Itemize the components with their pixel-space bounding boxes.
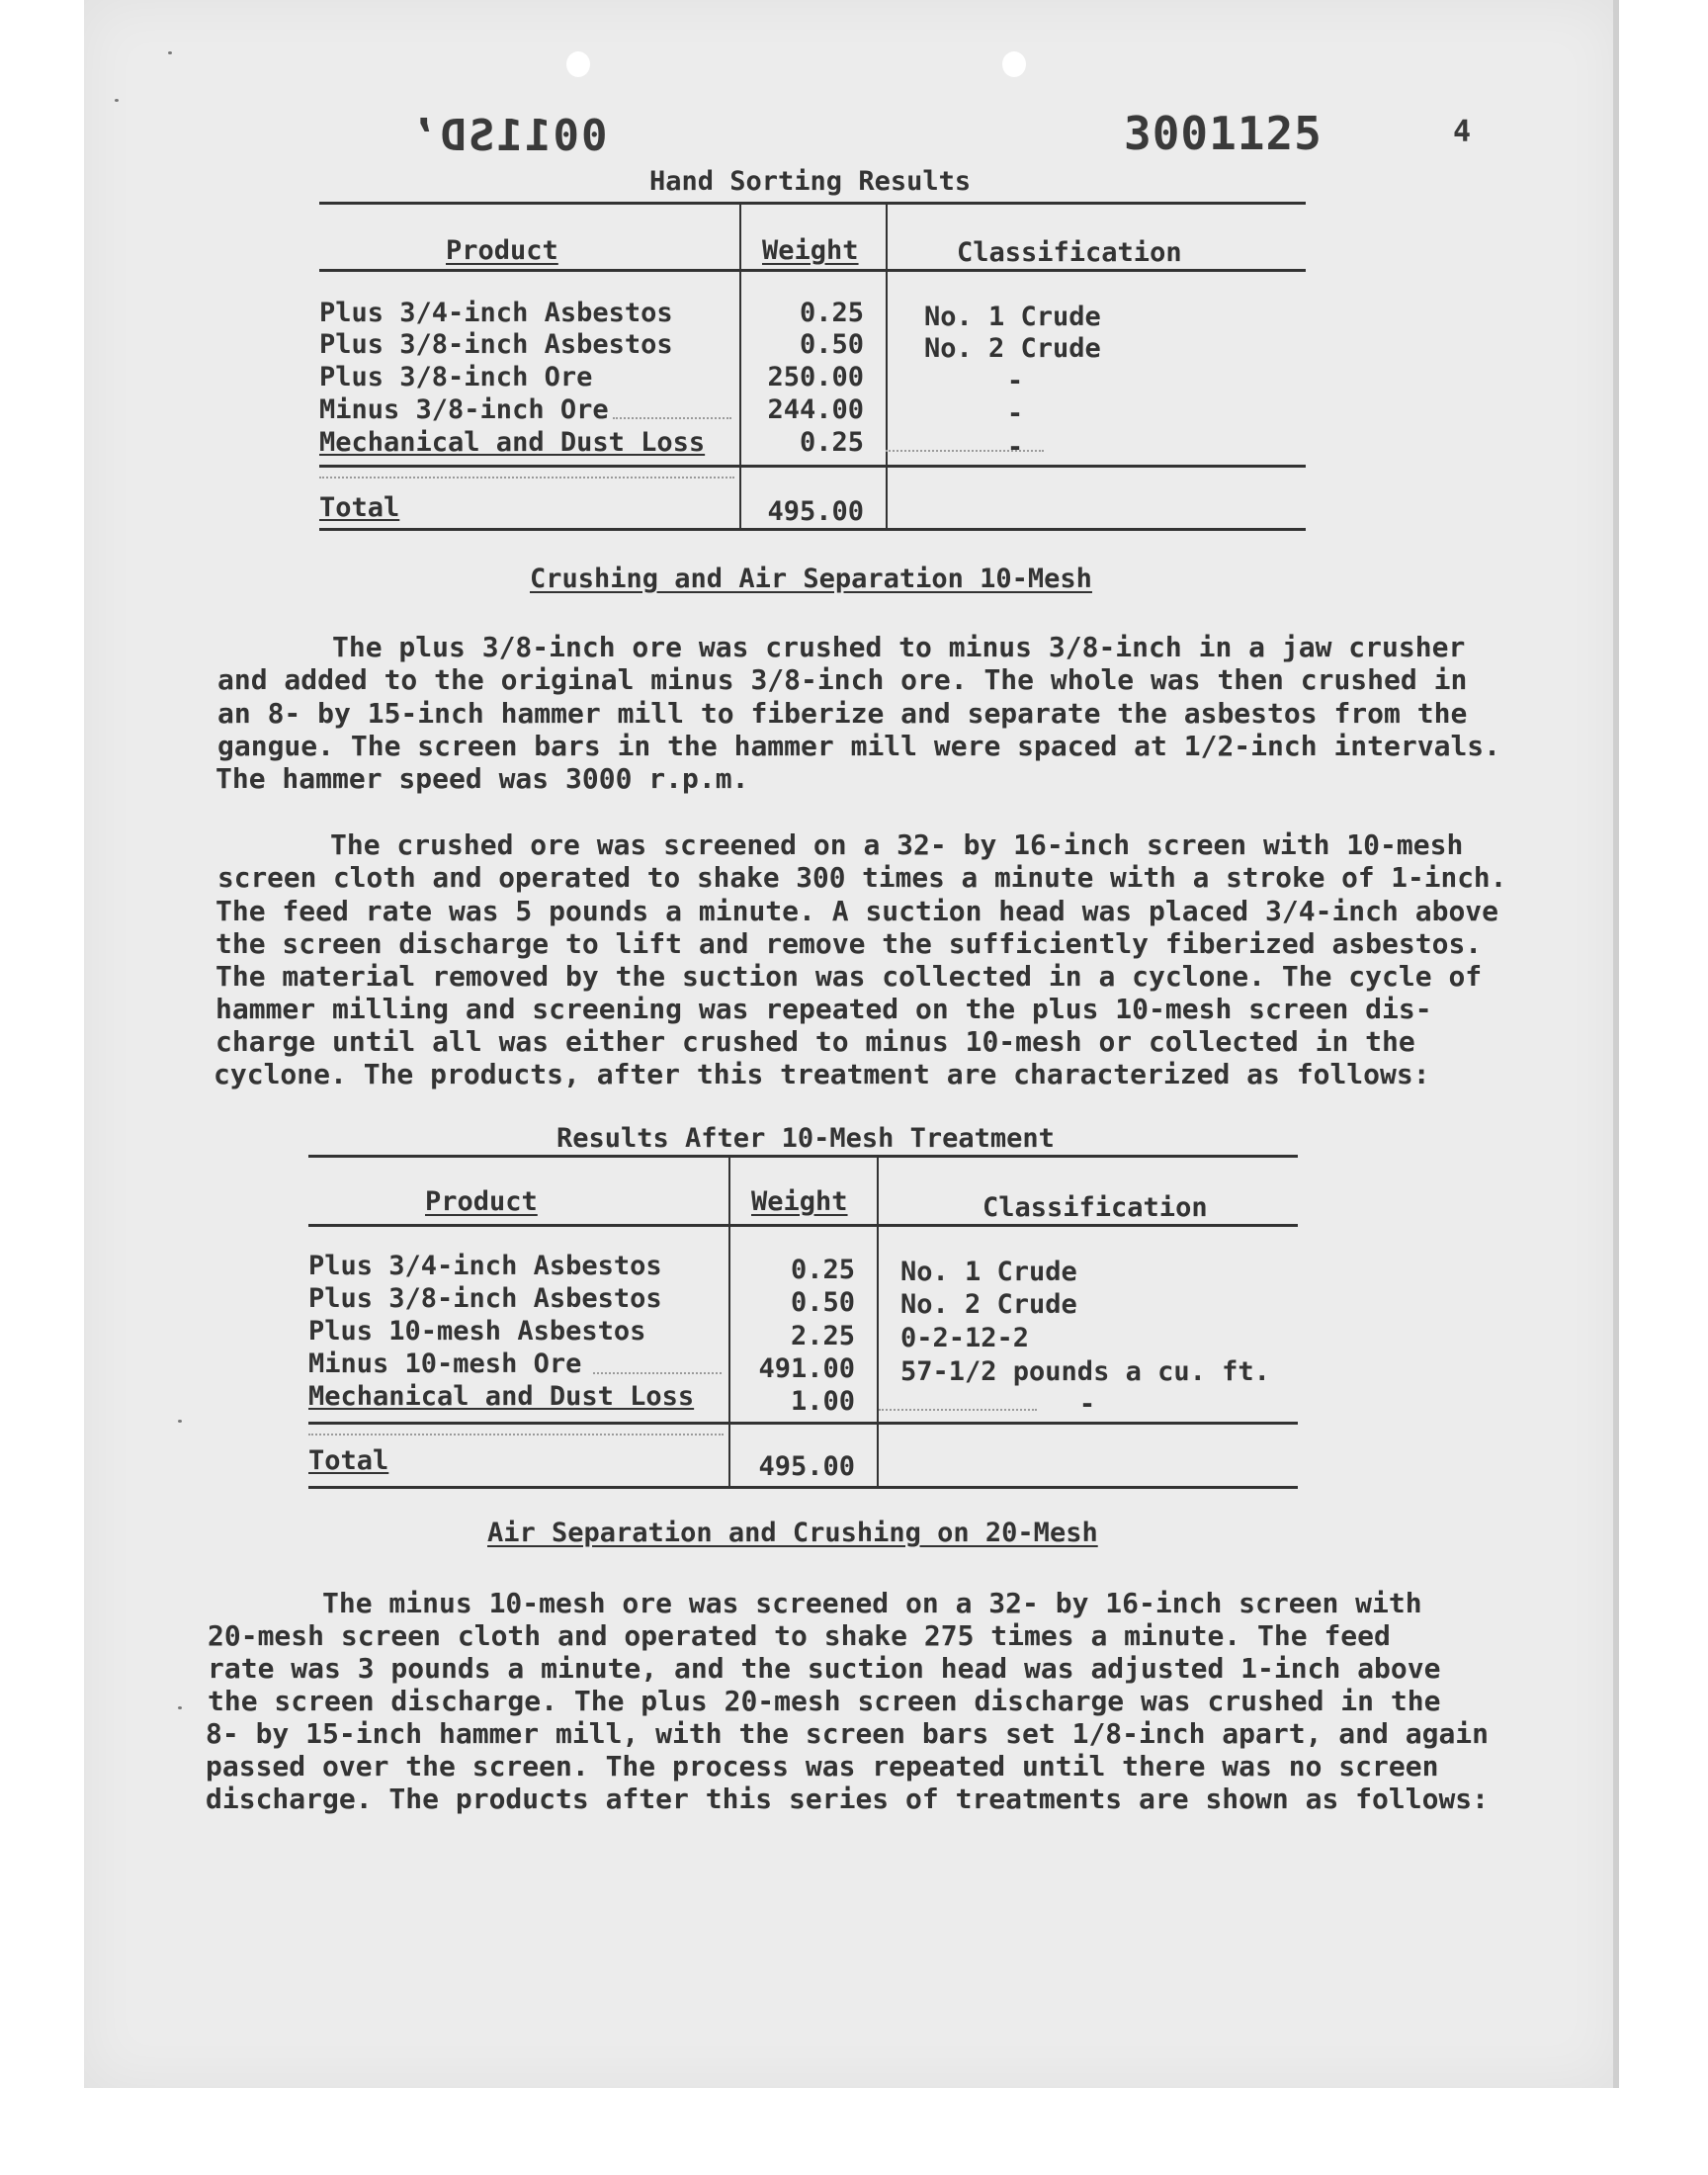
paragraph-line: passed over the screen. The process was repeated until there was no screen — [206, 1750, 1439, 1783]
paragraph-line: and added to the original minus 3/8-inch ore. The whole was then crushed in — [217, 663, 1468, 696]
table2-row-weight: 2.25 — [790, 1321, 855, 1351]
table1-row-weight: 250.00 — [767, 362, 864, 392]
table1-row-classification: No. 1 Crude — [924, 302, 1101, 332]
table2-row-product: Plus 3/8-inch Asbestos — [308, 1283, 662, 1314]
table2-total-label: Total — [308, 1445, 389, 1476]
table2-bottom-rule — [308, 1486, 1298, 1489]
table1-leader-dots — [886, 450, 1044, 452]
table2-row-weight: 1.00 — [790, 1386, 855, 1417]
table2-header-classification: Classification — [982, 1192, 1208, 1223]
table1-top-rule — [319, 202, 1306, 205]
paragraph-line: The minus 10-mesh ore was screened on a 32- by 16-inch screen with — [322, 1587, 1422, 1619]
table2-row-weight: 0.25 — [790, 1255, 855, 1285]
paragraph-line: discharge. The products after this series of treatments are shown as follows: — [206, 1783, 1490, 1815]
table2-total-rule — [308, 1422, 1298, 1425]
table2-leader-dots — [879, 1409, 1037, 1411]
table2-row-product: Plus 10-mesh Asbestos — [308, 1316, 646, 1347]
speck — [178, 1706, 182, 1709]
table2-row-classification: No. 2 Crude — [900, 1289, 1077, 1320]
table1-row-classification: - — [1006, 398, 1024, 429]
section2-heading: Air Separation and Crushing on 20-Mesh — [487, 1518, 1098, 1548]
table1-row-classification: No. 2 Crude — [924, 333, 1101, 364]
paragraph-line: the screen discharge. The plus 20-mesh screen discharge was crushed in the — [208, 1685, 1441, 1717]
table1-header-product: Product — [446, 235, 558, 266]
table1-row-weight: 0.25 — [799, 427, 864, 458]
table1-row-product: Plus 3/8-inch Asbestos — [319, 329, 673, 360]
section1-heading: Crushing and Air Separation 10-Mesh — [530, 564, 1092, 594]
paragraph-line: The hammer speed was 3000 r.p.m. — [215, 762, 749, 795]
speck — [178, 1420, 182, 1423]
table1-total-rule — [319, 465, 1306, 468]
table2-header-rule — [308, 1224, 1298, 1227]
table2-caption: Results After 10-Mesh Treatment — [556, 1123, 1055, 1154]
paragraph-line: The plus 3/8-inch ore was crushed to minus 3/8-inch in a jaw crusher — [332, 631, 1466, 663]
table1-row-product: Mechanical and Dust Loss — [319, 427, 706, 458]
table2-leader-dots — [593, 1372, 722, 1374]
table2-header-product: Product — [425, 1186, 538, 1217]
table1-header-rule — [319, 269, 1306, 272]
table2-row-product: Mechanical and Dust Loss — [308, 1381, 695, 1412]
speck — [115, 99, 119, 102]
table1-leader-dots — [319, 477, 734, 478]
table1-row-weight: 0.50 — [799, 329, 864, 360]
table1-caption: Hand Sorting Results — [649, 166, 972, 197]
table1-total-weight: 495.00 — [767, 496, 864, 527]
document-stamp-right: 3001125 — [1124, 107, 1323, 160]
table1-row-product: Plus 3/4-inch Asbestos — [319, 298, 673, 328]
table1-bottom-rule — [319, 528, 1306, 531]
paragraph-line: The material removed by the suction was collected in a cyclone. The cycle of — [215, 960, 1483, 993]
punch-hole-right — [1002, 51, 1026, 77]
table2-row-weight: 491.00 — [758, 1353, 855, 1384]
punch-hole-left — [566, 51, 590, 77]
table2-header-weight: Weight — [751, 1186, 848, 1217]
speck — [168, 51, 172, 54]
table2-row-classification: 57-1/2 pounds a cu. ft. — [900, 1356, 1270, 1387]
table1-row-weight: 0.25 — [799, 298, 864, 328]
table2-col-divider-2 — [877, 1155, 879, 1489]
table2-row-product: Plus 3/4-inch Asbestos — [308, 1251, 662, 1281]
table2-row-weight: 0.50 — [790, 1287, 855, 1318]
paragraph-line: The feed rate was 5 pounds a minute. A suction head was placed 3/4-inch above — [215, 895, 1499, 927]
paragraph-line: The crushed ore was screened on a 32- by 16-inch screen with 10-mesh — [330, 828, 1464, 861]
table2-leader-dots — [308, 1434, 724, 1436]
table1-row-product: Plus 3/8-inch Ore — [319, 362, 593, 392]
paragraph-line: cyclone. The products, after this treatment are characterized as follows: — [214, 1058, 1430, 1090]
page-edge — [1613, 0, 1619, 2088]
table2-row-product: Minus 10-mesh Ore — [308, 1348, 582, 1379]
document-stamp-left: 0011SD’ — [410, 111, 608, 161]
paragraph-line: 20-mesh screen cloth and operated to shake 275 times a minute. The feed — [208, 1619, 1391, 1652]
paragraph-line: charge until all was either crushed to minus 10-mesh or collected in the — [215, 1025, 1415, 1058]
table2-row-classification: - — [1078, 1389, 1096, 1420]
table1-row-classification: - — [1006, 432, 1024, 463]
table1-row-classification: - — [1006, 366, 1024, 396]
paragraph-line: rate was 3 pounds a minute, and the suction head was adjusted 1-inch above — [208, 1652, 1441, 1685]
paragraph-line: hammer milling and screening was repeated on the plus 10-mesh screen dis- — [215, 993, 1432, 1025]
paragraph-line: 8- by 15-inch hammer mill, with the screen bars set 1/8-inch apart, and again — [206, 1717, 1490, 1750]
paragraph-line: gangue. The screen bars in the hammer mill were spaced at 1/2-inch intervals. — [217, 730, 1501, 762]
paragraph-line: the screen discharge to lift and remove the sufficiently fiberized asbestos. — [215, 927, 1483, 960]
table1-col-divider-2 — [886, 202, 888, 528]
table1-total-label: Total — [319, 492, 400, 523]
table1-row-weight: 244.00 — [767, 394, 864, 425]
paragraph-line: an 8- by 15-inch hammer mill to fiberize and separate the asbestos from the — [217, 697, 1468, 730]
table1-header-weight: Weight — [762, 235, 859, 266]
table1-leader-dots — [613, 417, 731, 419]
table2-total-weight: 495.00 — [758, 1451, 855, 1482]
table1-row-product: Minus 3/8-inch Ore — [319, 394, 609, 425]
table2-row-classification: 0-2-12-2 — [900, 1323, 1030, 1353]
table1-header-classification: Classification — [957, 237, 1182, 268]
paragraph-line: screen cloth and operated to shake 300 times a minute with a stroke of 1-inch. — [217, 861, 1507, 894]
table2-top-rule — [308, 1155, 1298, 1158]
page-number: 4 — [1453, 115, 1472, 149]
table2-row-classification: No. 1 Crude — [900, 1257, 1077, 1287]
